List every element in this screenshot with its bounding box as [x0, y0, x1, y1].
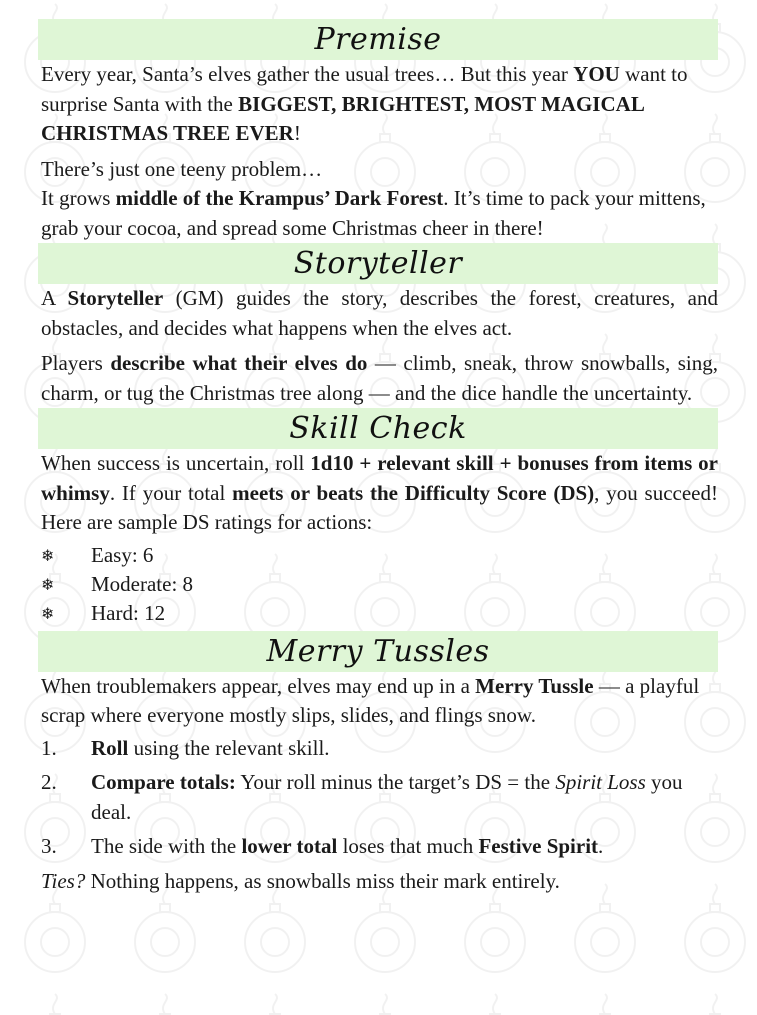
text-run: Nothing happens, as snowballs miss their mark entirely. [85, 868, 560, 893]
rules-page [38, 19, 718, 896]
bold-text-run: lower total [241, 834, 338, 858]
text-run: , you succeed! Here are sample DS ratings for actions: [41, 480, 718, 534]
tussle-step [38, 832, 718, 862]
step-text [91, 832, 718, 862]
text-run: Players [41, 351, 111, 375]
text-run: ! [293, 121, 301, 145]
text-run: When success is uncertain, roll [41, 451, 311, 475]
bold-text-run: describe what their elves do [110, 351, 368, 375]
text-run: (GM) guides the story, describes the forest, creatures, and obstacles, and decides what happens when the elves act. [41, 286, 718, 340]
difficulty-item: ❄ Moderate: 8 [38, 570, 718, 599]
bold-text-run: BIGGEST, BRIGHTEST, MOST MAGICAL CHRISTMAS TREE EVER [41, 91, 644, 145]
italic-text-run: Ties? [41, 868, 86, 893]
text-run: . It’s time to pack your mittens, grab your cocoa, and spread some Christmas cheer in there! [41, 186, 706, 240]
premise-paragraph-1 [38, 60, 718, 149]
bold-text-run: Storyteller [67, 286, 164, 310]
bold-text-run: 1d10 + relevant skill + bonuses from items or whimsy [41, 451, 718, 505]
premise-paragraph-2 [38, 155, 718, 185]
text-run: loses that much [337, 834, 479, 858]
storyteller-paragraph-1 [38, 284, 718, 343]
snowflake-icon: ❄ [41, 545, 55, 565]
text-run: It grows [41, 186, 116, 210]
tussle-step [38, 734, 718, 764]
tussle-step [38, 768, 718, 827]
text-run: you deal. [91, 770, 683, 824]
bold-text-run: YOU [573, 62, 620, 86]
text-run: The side with the [91, 834, 242, 858]
bold-text-run: meets or beats the Difficulty Score (DS) [232, 480, 595, 505]
tussle-steps-list [38, 734, 718, 862]
storyteller-paragraph-2 [38, 349, 718, 408]
ties-note [38, 867, 718, 897]
step-number: 3. [41, 834, 57, 858]
difficulty-item: ❄ Hard: 12 [38, 599, 718, 628]
difficulty-list [38, 541, 718, 628]
merry-tussles-heading: Merry Tussles [38, 631, 718, 672]
step-text [91, 768, 718, 827]
step-number: 1. [41, 735, 57, 760]
italic-text-run: Spirit Loss [555, 770, 646, 794]
premise-heading: Premise [38, 19, 718, 60]
bold-text-run: Compare totals: [91, 770, 236, 794]
text-run: A [41, 286, 68, 310]
snowflake-icon: ❄ [41, 603, 55, 623]
text-run: using the relevant skill. [128, 735, 330, 760]
bold-text-run: Roll [91, 735, 129, 760]
text-run: Your roll minus the target’s DS = the [235, 770, 556, 794]
snowflake-icon: ❄ [41, 574, 55, 594]
storyteller-heading: Storyteller [38, 243, 718, 284]
bold-text-run: Festive Spirit [478, 834, 599, 858]
step-number: 2. [41, 770, 57, 794]
text-run: Every year, Santa’s elves gather the usual trees… But this year [41, 62, 574, 86]
text-run: When troublemakers appear, elves may end up in a [41, 673, 476, 698]
text-run: . If your total [109, 480, 233, 505]
step-text [91, 734, 718, 764]
text-run: want to surprise Santa with the [41, 62, 688, 116]
difficulty-item: ❄ Easy: 6 [38, 541, 718, 570]
text-run: There’s just one teeny problem… [41, 156, 323, 181]
text-run: . [598, 834, 604, 858]
skill-check-paragraph [38, 449, 718, 538]
merry-tussles-paragraph [38, 672, 718, 731]
text-run: — a playful scrap where everyone mostly slips, slides, and flings snow. [41, 673, 700, 727]
premise-paragraph-3 [38, 184, 718, 243]
text-run: — climb, sneak, throw snowballs, sing, charm, or tug the Christmas tree along — and the dice handle the uncertainty. [41, 351, 718, 405]
skill-check-heading: Skill Check [38, 408, 718, 449]
bold-text-run: Merry Tussle [475, 673, 594, 698]
bold-text-run: middle of the Krampus’ Dark Forest [115, 186, 444, 210]
